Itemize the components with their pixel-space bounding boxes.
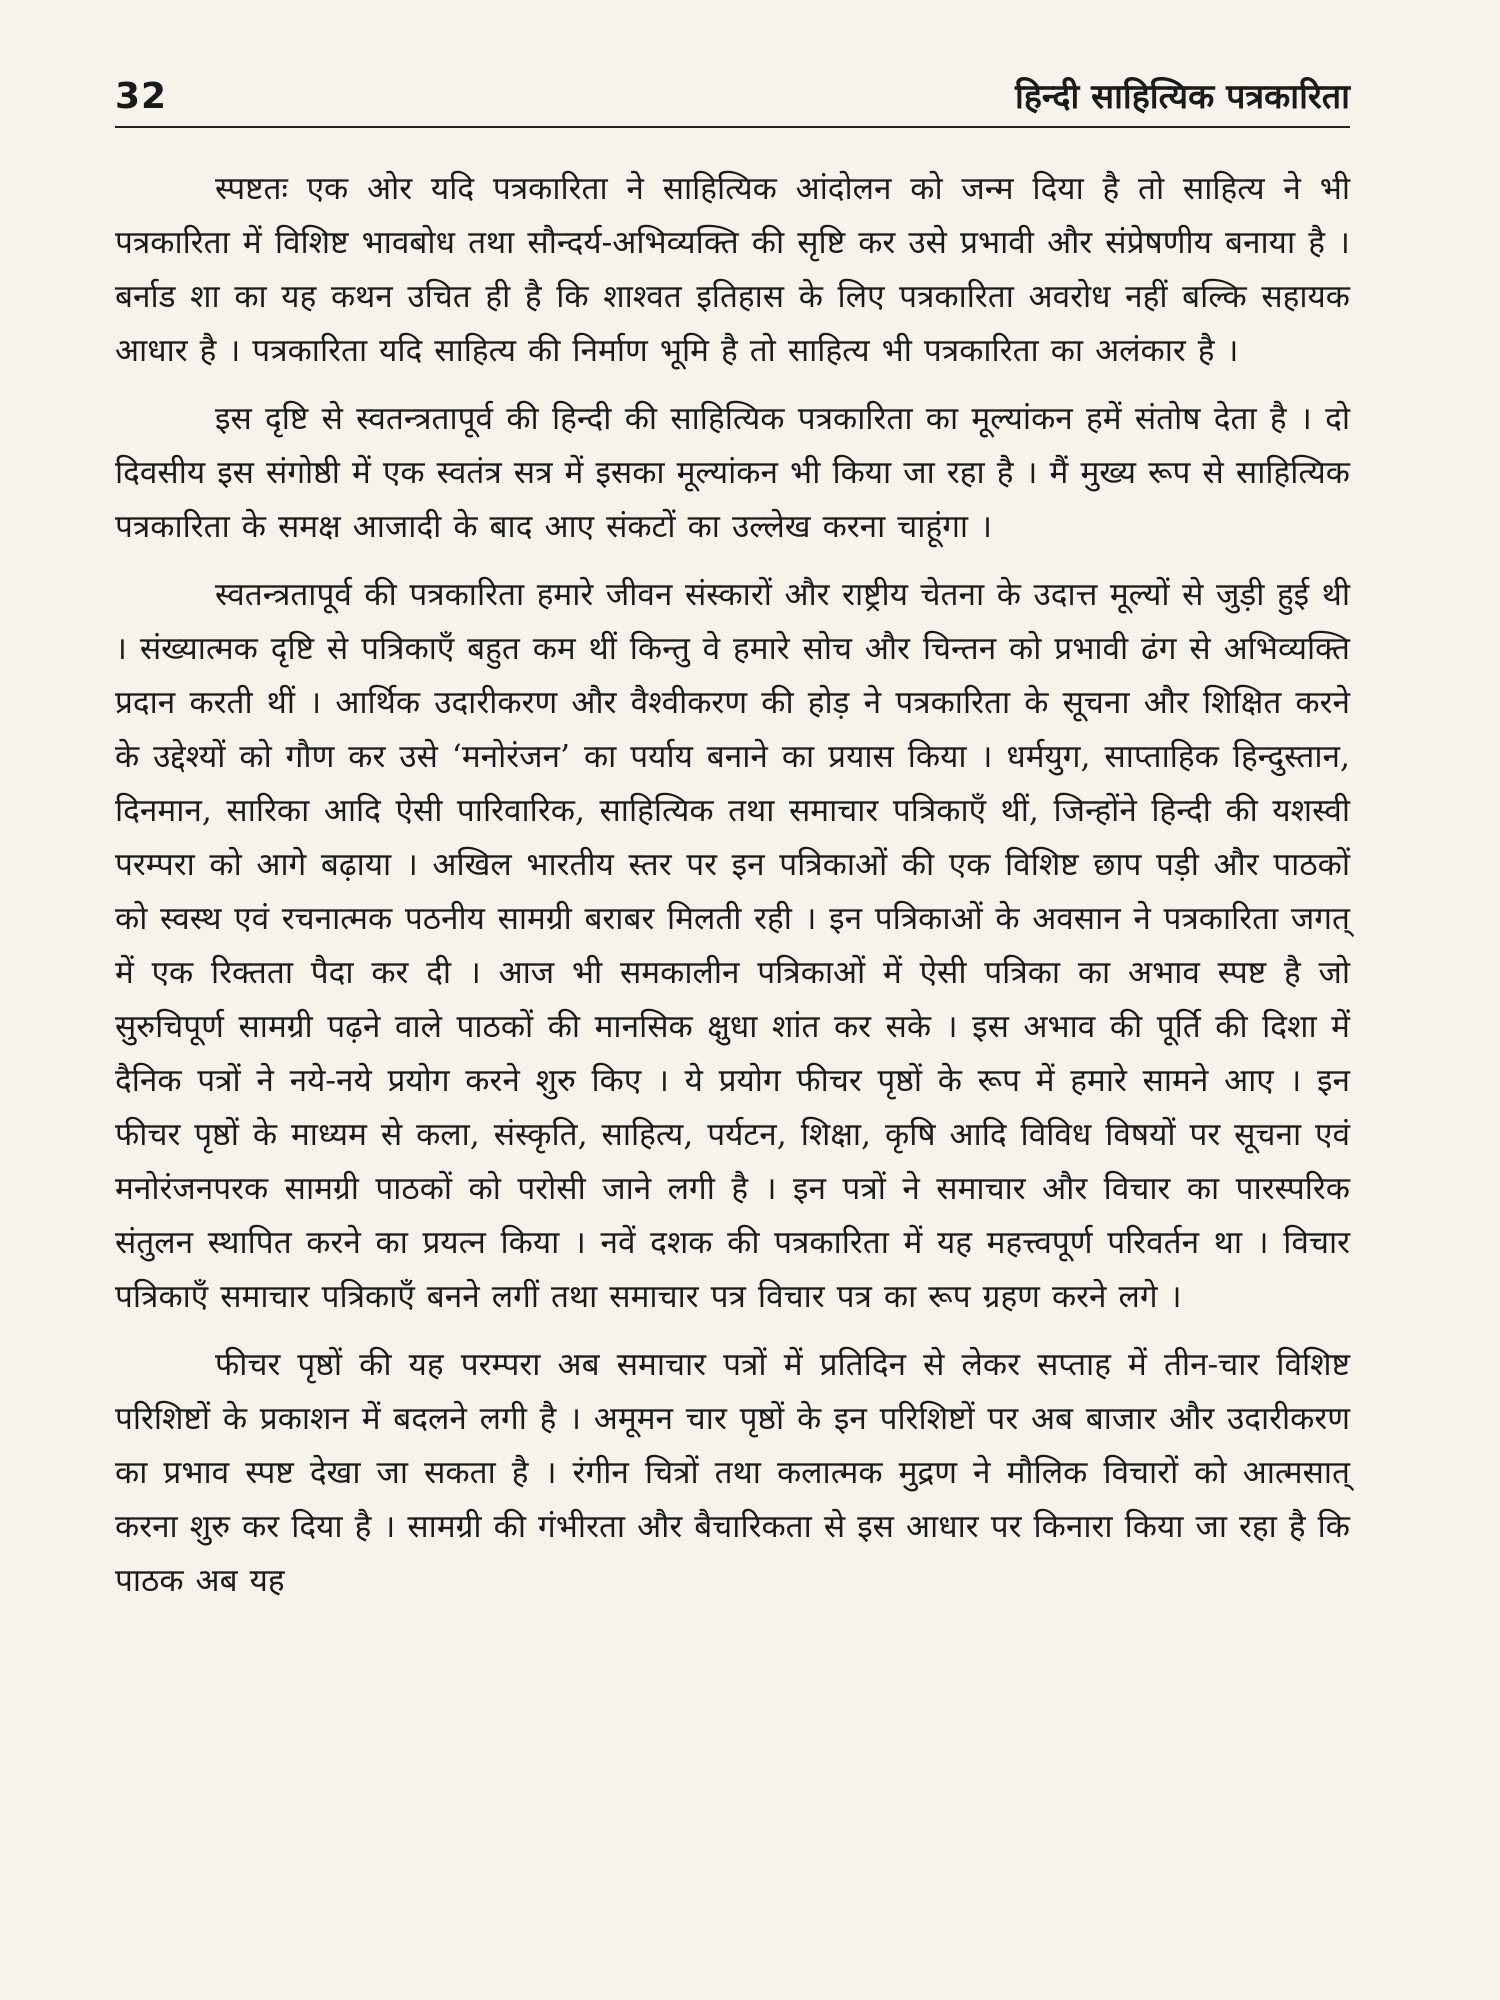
page-number: 32 (115, 76, 168, 117)
paragraph-2: इस दृष्टि से स्वतन्त्रतापूर्व की हिन्दी की साहित्यिक पत्रकारिता का मूल्यांकन हमें संतोष देता है । दो दिवसीय इस संगोष्ठी में एक स्वतंत्र सत्र में इसका मूल्यांकन भी किया जा रहा है । मैं मुख्य रूप से साहित्यिक पत्रकारिता के समक्ष आजादी के बाद आए संकटों का उल्लेख करना चाहूंगा । (115, 401, 1350, 545)
paragraph-3: स्वतन्त्रतापूर्व की पत्रकारिता हमारे जीवन संस्कारों और राष्ट्रीय चेतना के उदात्त मूल्यों से जुड़ी हुई थी । संख्यात्मक दृष्टि से पत्रिकाएँ बहुत कम थीं किन्तु वे हमारे सोच और चिन्तन को प्रभावी ढंग से अभिव्यक्ति प्रदान करती थीं । आर्थिक उदारीकरण और वैश्वीकरण की होड़ ने पत्रकारिता के सूचना और शिक्षित करने के उद्देश्यों को गौण कर उसे ‘मनोरंजन’ का पर्याय बनाने का प्रयास किया । धर्मयुग, साप्ताहिक हिन्दुस्तान, दिनमान, सारिका आदि ऐसी पारिवारिक, साहित्यिक तथा समाचार पत्रिकाएँ थीं, जिन्होंने हिन्दी की यशस्वी परम्परा को आगे बढ़ाया । अखिल भारतीय स्तर पर इन पत्रिकाओं की एक विशिष्ट छाप पड़ी और पाठकों को स्वस्थ एवं रचनात्मक पठनीय सामग्री बराबर मिलती रही । इन पत्रिकाओं के अवसान ने पत्रकारिता जगत् में एक रिक्तता पैदा कर दी । आज भी समकालीन पत्रिकाओं में ऐसी पत्रिका का अभाव स्पष्ट है जो सुरुचिपूर्ण सामग्री पढ़ने वाले पाठकों की मानसिक क्षुधा शांत कर सके । इस अभाव की पूर्ति की दिशा में दैनिक पत्रों ने नये-नये प्रयोग करने शुरु किए । ये प्रयोग फीचर पृष्ठों के रूप में हमारे सामने आए । इन फीचर पृष्ठों के माध्यम से कला, संस्कृति, साहित्य, पर्यटन, शिक्षा, कृषि आदि विविध विषयों पर सूचना एवं मनोरंजनपरक सामग्री पाठकों को परोसी जाने लगी है । इन पत्रों ने समाचार और विचार का पारस्परिक संतुलन स्थापित करने का प्रयत्न किया । नवें दशक की पत्रकारिता में यह महत्त्वपूर्ण परिवर्तन था । विचार पत्रिकाएँ समाचार पत्रिकाएँ बनने लगीं तथा समाचार पत्र विचार पत्र का रूप ग्रहण करने लगे । (115, 577, 1350, 1315)
paragraph-1: स्पष्टतः एक ओर यदि पत्रकारिता ने साहित्यिक आंदोलन को जन्म दिया है तो साहित्य ने भी पत्रकारिता में विशिष्ट भावबोध तथा सौन्दर्य-अभिव्यक्ति की सृष्टि कर उसे प्रभावी और संप्रेषणीय बनाया है । बर्नाड शा का यह कथन उचित ही है कि शाश्वत इतिहास के लिए पत्रकारिता अवरोध नहीं बल्कि सहायक आधार है । पत्रकारिता यदि साहित्य की निर्माण भूमि है तो साहित्य भी पत्रकारिता का अलंकार है । (115, 171, 1351, 369)
running-header (115, 72, 1350, 128)
paragraph-4: फीचर पृष्ठों की यह परम्परा अब समाचार पत्रों में प्रतिदिन से लेकर सप्ताह में तीन-चार विशिष्ट परिशिष्टों के प्रकाशन में बदलने लगी है । अमूमन चार पृष्ठों के इन परिशिष्टों पर अब बाजार और उदारीकरण का प्रभाव स्पष्ट देखा जा सकता है । रंगीन चित्रों तथा कलात्मक मुद्रण ने मौलिक विचारों को आत्मसात् करना शुरु कर दिया है । सामग्री की गंभीरता और बैचारिकता से इस आधार पर किनारा किया जा रहा है कि पाठक अब यह (115, 1347, 1350, 1599)
book-title: हिन्दी साहित्यिक पत्रकारिता (1015, 77, 1350, 117)
body-text (115, 162, 1350, 1608)
